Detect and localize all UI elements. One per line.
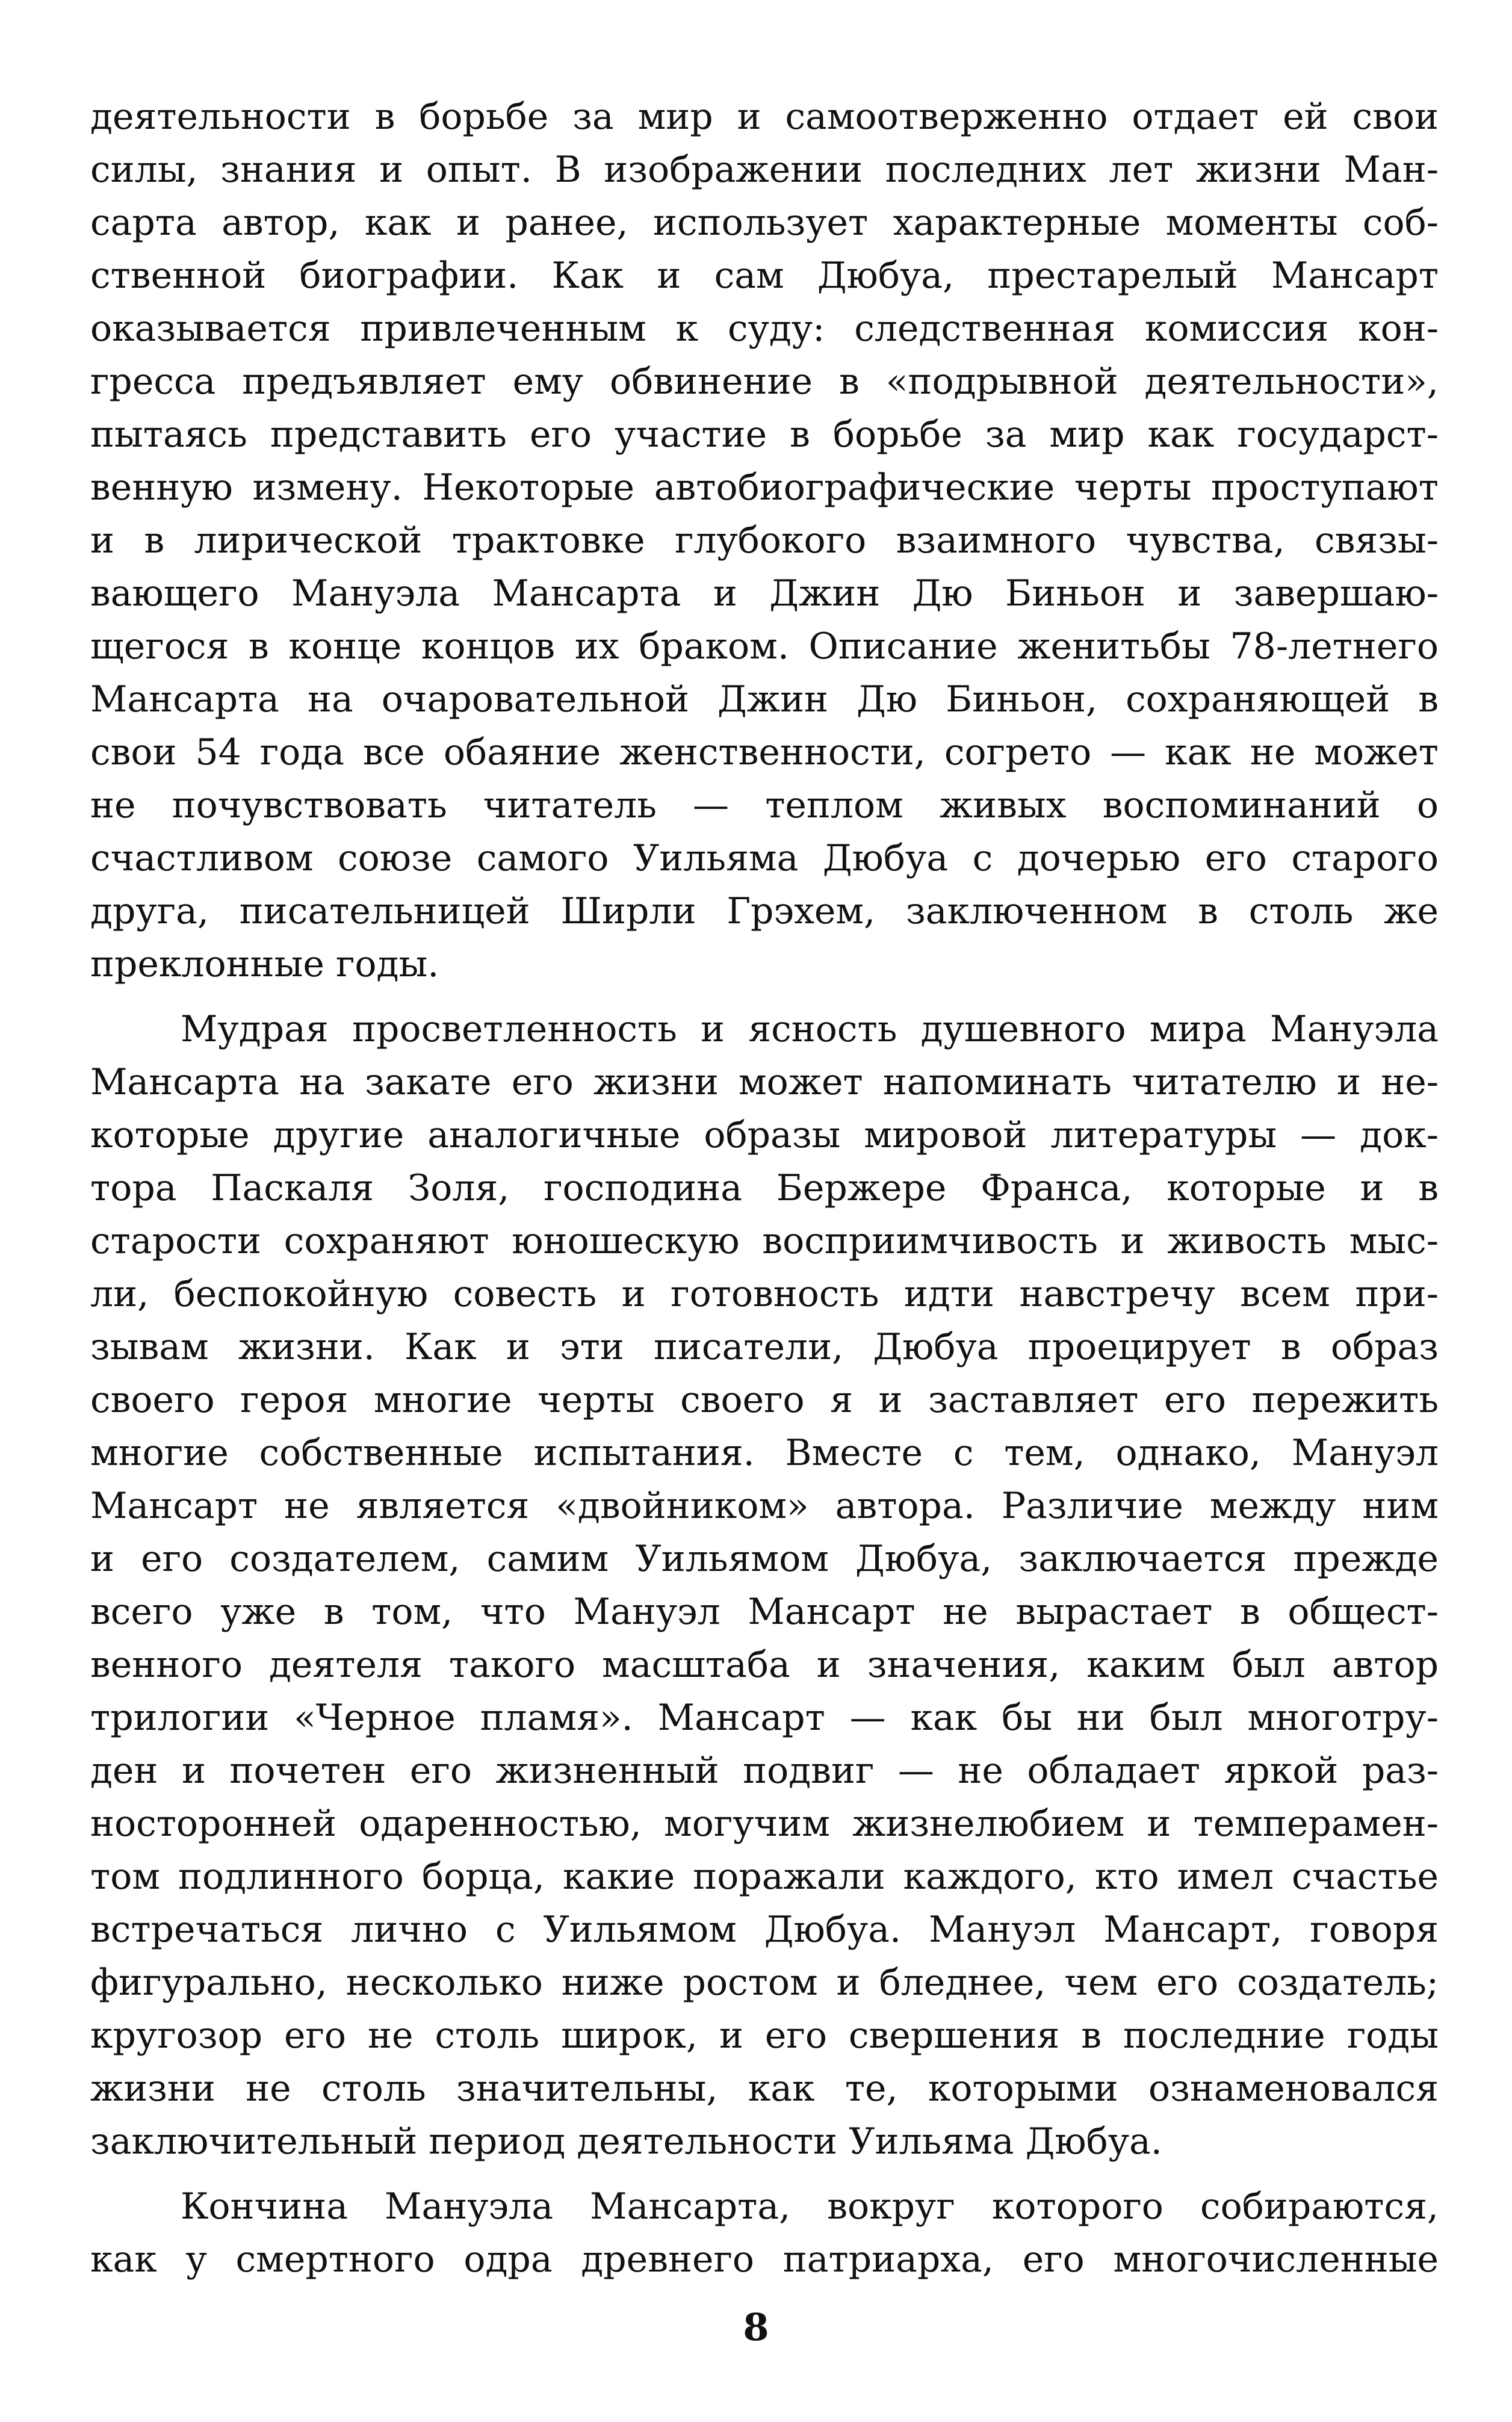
text-line: старости сохраняют юношескую восприимчивость и живость мыс- (90, 1220, 1439, 1262)
text-line: преклонные годы. (90, 943, 439, 985)
text-line: венную измену. Некоторые автобиографические черты проступают (90, 466, 1439, 509)
text-line: пытаясь представить его участие в борьбе за мир как государст- (90, 413, 1439, 456)
text-line: оказывается привлеченным к суду: следственная комиссия кон- (90, 308, 1439, 350)
text-line: друга, писательницей Ширли Грэхем, заключенном в столь же (90, 890, 1439, 932)
text-line: всего уже в том, что Мануэл Мансарт не вырастает в общест- (90, 1591, 1439, 1633)
text-line: кругозор его не столь широк, и его свершения в последние годы (90, 2015, 1439, 2057)
text-line: деятельности в борьбе за мир и самоотверженно отдает ей свои (90, 96, 1439, 138)
text-line: которые другие аналогичные образы мировой литературы — док- (90, 1114, 1439, 1156)
text-line: как у смертного одра древнего патриарха, его многочисленные (90, 2238, 1439, 2281)
text-line: фигурально, несколько ниже ростом и бледнее, чем его создатель; (90, 1962, 1439, 2004)
text-line: и его создателем, самим Уильямом Дюбуа, заключается прежде (90, 1538, 1439, 1580)
text-line: силы, знания и опыт. В изображении последних лет жизни Ман- (90, 149, 1439, 191)
text-line: счастливом союзе самого Уильяма Дюбуа с дочерью его старого (90, 837, 1439, 879)
text-line: Мансарта на очаровательной Джин Дю Биньон, сохраняющей в (90, 678, 1439, 720)
text-line: многие собственные испытания. Вместе с тем, однако, Мануэл (90, 1432, 1439, 1474)
text-line: ственной биографии. Как и сам Дюбуа, престарелый Мансарт (90, 255, 1439, 297)
text-line: ден и почетен его жизненный подвиг — не обладает яркой раз- (90, 1750, 1439, 1792)
text-line: венного деятеля такого масштаба и значения, каким был автор (90, 1644, 1439, 1686)
text-line: том подлинного борца, какие поражали каждого, кто имел счастье (90, 1856, 1439, 1898)
text-line: гресса предъявляет ему обвинение в «подрывной деятельности», (90, 361, 1439, 403)
text-line: Мансарта на закате его жизни может напоминать читателю и не- (90, 1061, 1439, 1103)
paragraph (90, 2180, 1439, 2286)
text-line: Мансарт не является «двойником» автора. Различие между ним (90, 1485, 1439, 1527)
paragraph (90, 1003, 1439, 2168)
page-number: 8 (743, 2305, 769, 2349)
text-line: Мудрая просветленность и ясность душевного мира Мануэла (181, 1008, 1439, 1050)
text-line: и в лирической трактовке глубокого взаимного чувства, связы- (90, 519, 1439, 562)
page-text-body (90, 90, 1439, 2286)
text-line: вающего Мануэла Мансарта и Джин Дю Биньон и завершаю- (90, 572, 1439, 615)
text-line: своего героя многие черты своего я и заставляет его пережить (90, 1379, 1439, 1421)
text-line: встречаться лично с Уильямом Дюбуа. Мануэл Мансарт, говоря (90, 1909, 1439, 1951)
text-line: трилогии «Черное пламя». Мансарт — как бы ни был многотру- (90, 1697, 1439, 1739)
text-line: щегося в конце концов их браком. Описание женитьбы 78-летнего (90, 625, 1439, 667)
text-line: свои 54 года все обаяние женственности, согрето — как не может (90, 731, 1439, 773)
text-line: зывам жизни. Как и эти писатели, Дюбуа проецирует в образ (90, 1326, 1439, 1368)
text-line: жизни не столь значительны, как те, которыми ознаменовался (90, 2067, 1439, 2110)
text-line: тора Паскаля Золя, господина Бержере Франса, которые и в (90, 1167, 1439, 1209)
text-line: заключительный период деятельности Уильяма Дюбуа. (90, 2120, 1162, 2163)
text-line: ли, беспокойную совесть и готовность идти навстречу всем при- (90, 1273, 1439, 1315)
text-line: Кончина Мануэла Мансарта, вокруг которого собираются, (181, 2185, 1439, 2228)
paragraph (90, 90, 1439, 991)
text-line: не почувствовать читатель — теплом живых воспоминаний о (90, 784, 1439, 826)
book-page (90, 90, 1439, 2377)
text-line: носторонней одаренностью, могучим жизнелюбием и темперамен- (90, 1803, 1439, 1845)
text-line: сарта автор, как и ранее, использует характерные моменты соб- (90, 202, 1439, 244)
